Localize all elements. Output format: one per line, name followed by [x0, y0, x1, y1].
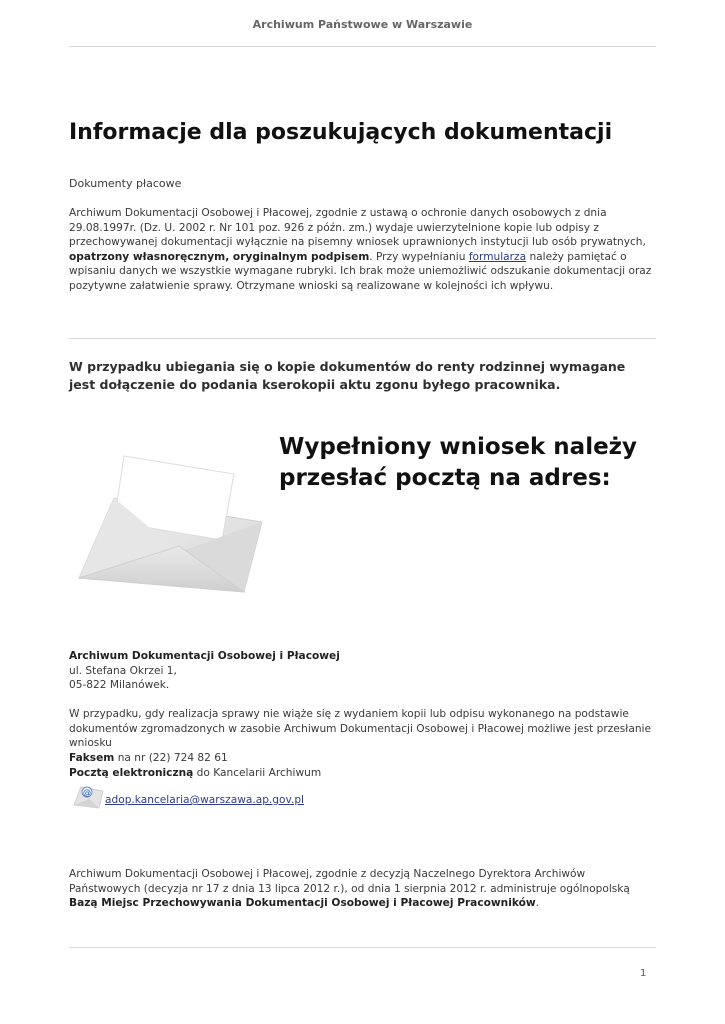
page-number: 1 — [640, 968, 647, 979]
envelope-icon — [74, 450, 266, 599]
address-street: ul. Stefana Okrzei 1, — [69, 664, 177, 677]
address-city: 05-822 Milanówek. — [69, 679, 170, 691]
postal-address — [69, 649, 340, 693]
page-header: Archiwum Państwowe w Warszawie — [252, 18, 473, 31]
copy-note: W przypadku, gdy realizacja sprawy nie wiąże się z wydaniem kopii lub odpisu wykonanego na podstawie dokumentów zgromadzonych w zasobie Archiwum Dokumentacji Osobowej i Płacowej możliwe jest przesłanie wniosku — [69, 708, 651, 749]
archive-name: Archiwum Dokumentacji Osobowej i Płacowej — [69, 650, 340, 662]
email-line: Pocztą elektroniczną do Kancelarii Archiwum — [69, 766, 322, 779]
page-title: Informacje dla poszukujących dokumentacji — [69, 120, 613, 145]
divider — [69, 947, 656, 948]
section-subtitle: Dokumenty płacowe — [69, 177, 182, 190]
database-name: Bazą Miejsc Przechowywania Dokumentacji Osobowej i Płacowej Pracowników — [69, 897, 536, 909]
signature-requirement: opatrzony własnoręcznym, oryginalnym podpisem — [69, 250, 370, 263]
email-link[interactable]: adop.kancelaria@warszawa.ap.gov.pl — [105, 794, 304, 806]
form-link[interactable]: formularza — [468, 250, 527, 263]
intro-paragraph: Archiwum Dokumentacji Osobowej i Płacowej, zgodnie z ustawą o ochronie danych osobowych z dnia 29.08.1997r. (Dz. U. 2002 r. Nr 101 poz. 926 z późn. zm.) wydaje uwierzytelnione kopie lub odpisy z przechowywanej dokumentacji wyłącznie na pisemny wniosek uprawnionych instytucji lub osób prywatnych, opatrzony własnoręcznym, oryginalnym podpisem. Przy wypełnianiu formularza należy pamiętać o wpisaniu danych we wszystkie wymagane rubryki. Ich brak może uniemożliwić odszukanie dokumentacji oraz pozytywne załatwienie sprawy. Otrzymane wnioski są realizowane w kolejności ich wpływu. — [69, 207, 652, 292]
send-title: Wypełniony wniosek należy przesłać pocztą na adres: — [279, 434, 638, 491]
svg-text:@: @ — [83, 788, 91, 797]
divider — [69, 46, 656, 47]
pension-notice: W przypadku ubiegania się o kopie dokumentów do renty rodzinnej wymagane jest dołączenie do podania kserokopii aktu zgonu byłego pracownika. — [69, 359, 626, 392]
divider — [69, 338, 656, 339]
contact-block — [69, 751, 321, 780]
closing-paragraph: Archiwum Dokumentacji Osobowej i Płacowej, zgodnie z decyzją Naczelnego Dyrektora Archiwów Państwowych (decyzja nr 17 z dnia 13 lipca 2012 r.), od dnia 1 sierpnia 2012 r. administruje ogólnopolską Bazą Miejsc Przechowywania Dokumentacji Osobowej i Płacowej Pracowników. — [69, 868, 630, 909]
email-at-icon — [71, 781, 105, 813]
fax-line: Faksem na nr (22) 724 82 61 — [69, 752, 228, 764]
